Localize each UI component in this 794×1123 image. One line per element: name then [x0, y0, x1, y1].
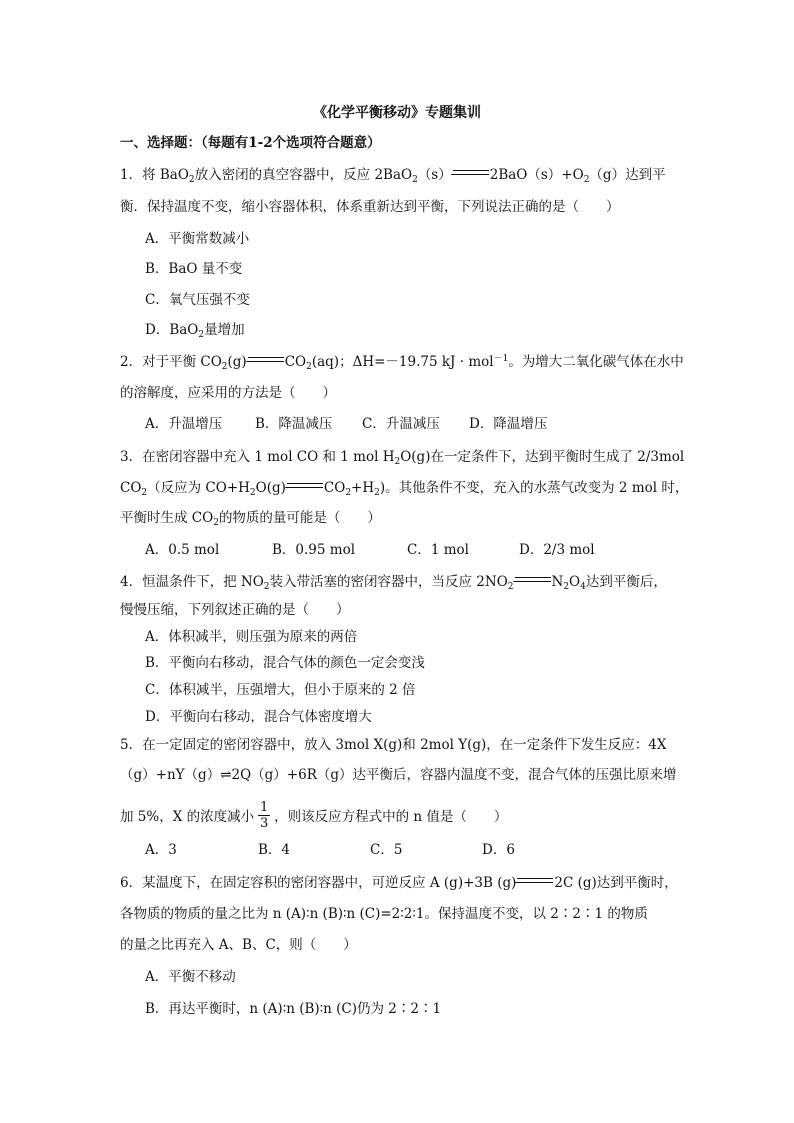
question-3-option-b: B．0.95 mol: [272, 542, 356, 558]
question-4-line-1: 4．恒温条件下，把 $NO_2$装入带活塞的密闭容器中，当反应 $2NO_2$ $N_2O_4$达到平衡后，: [120, 574, 667, 592]
question-2-option-a: A．升温增压: [145, 416, 223, 432]
question-3-line-1: 3．在密闭容器中充入 1 mol CO 和 1 mol $H_2O(g)$在一定条件下，达到平衡时生成了 2/3mol: [120, 449, 685, 467]
question-5-option-d: D．6: [482, 842, 515, 858]
question-1-line-2: 衡．保持温度不变，缩小容器体积，体系重新达到平衡，下列说法正确的是（ ）: [120, 199, 620, 215]
fraction-one-third: $\frac{1}{3}$: [259, 800, 269, 831]
question-5-line-2: （g）+nY（g）⇌2Q（g）+6R（g）达平衡后，容器内温度不变，混合气体的压强比原来增: [120, 767, 677, 783]
question-3-option-c: C．1 mol: [407, 542, 469, 558]
equilibrium-arrow-icon: [287, 481, 323, 491]
question-2-line-2: 的溶解度，应采用的方法是（ ）: [120, 385, 336, 401]
question-5-option-b: B．4: [258, 842, 291, 858]
equilibrium-arrow-icon: [453, 168, 489, 178]
question-5-option-c: C．5: [370, 842, 403, 858]
question-1-line-1: 1．将 BaO$_2$放入密闭的真空容器中，反应 2BaO$_2$（s） $2BaO(s)+O_2(g)$达到平: [120, 167, 666, 185]
question-3-line-2: $CO_2$（反应为 $CO+H_2O(g)$ $CO_2+H_2$)。其他条件不变，充入的水蒸气改变为 2 mol 时，: [120, 480, 689, 498]
question-6-line-1: 6．某温度下，在固定容积的密闭容器中，可逆反应 A (g)+3B (g) 2C (g)达到平衡时，: [120, 875, 678, 891]
question-2-line-1: 2．对于平衡 $CO_2(g)$ $CO_2(aq)$；ΔH=－19.75 kJ · mol$^{-1}$。为增大二氧化碳气体在水中: [120, 354, 684, 372]
question-3-option-a: A．0.5 mol: [145, 542, 220, 558]
question-2-option-d: D．降温增压: [469, 416, 548, 432]
question-3-line-3: 平衡时生成 $CO_2$的物质的量可能是（ ）: [120, 510, 381, 528]
question-4-option-b: B．平衡向右移动，混合气体的颜色一定会变浅: [145, 655, 425, 671]
question-2-option-b: B．降温减压: [255, 416, 333, 432]
question-3-option-d: D．2/3 mol: [519, 542, 595, 558]
question-5-line-1: 5．在一定固定的密闭容器中，放入 3mol X(g)和 2mol Y(g)，在一定条件下发生反应：4X: [120, 737, 667, 753]
question-1-option-c: C．氧气压强不变: [145, 292, 250, 308]
equilibrium-arrow-icon: [515, 575, 551, 585]
question-2-option-c: C．升温减压: [362, 416, 440, 432]
question-4-option-d: D．平衡向右移动，混合气体密度增大: [145, 709, 372, 725]
equilibrium-arrow-icon: [248, 355, 284, 365]
page-title: 《化学平衡移动》专题集训: [313, 105, 481, 121]
equilibrium-arrow-icon: [517, 876, 553, 886]
question-4-option-a: A．体积减半，则压强为原来的两倍: [145, 629, 358, 645]
question-1-option-b: B．BaO 量不变: [145, 261, 243, 277]
question-5-option-a: A．3: [145, 842, 177, 858]
question-6-option-a: A．平衡不移动: [145, 969, 236, 985]
question-4-option-c: C．体积减半，压强增大，但小于原来的 2 倍: [145, 682, 416, 698]
question-1-option-a: A．平衡常数减小: [145, 231, 250, 247]
question-6-line-2: 各物质的物质的量之比为 n (A)∶n (B)∶n (C)=2∶2∶1。保持温度不变，以 2∶2∶1 的物质: [120, 906, 648, 922]
section-heading: 一、选择题：（每题有1-2个选项符合题意）: [120, 135, 381, 151]
question-4-line-2: 慢慢压缩，下列叙述正确的是（ ）: [120, 602, 350, 618]
question-6-line-3: 的量之比再充入 A、B、C，则（ ）: [120, 937, 357, 953]
question-5-line-3: 加 5%，X 的浓度减小 $\frac{1}{3}$ ，则该反应方程式中的 n 值是（ ）: [120, 800, 508, 831]
question-1-option-d: D．BaO$_2$量增加: [145, 322, 245, 340]
question-6-option-b: B．再达平衡时，n (A)∶n (B)∶n (C)仍为 2∶2∶1: [145, 1001, 442, 1017]
